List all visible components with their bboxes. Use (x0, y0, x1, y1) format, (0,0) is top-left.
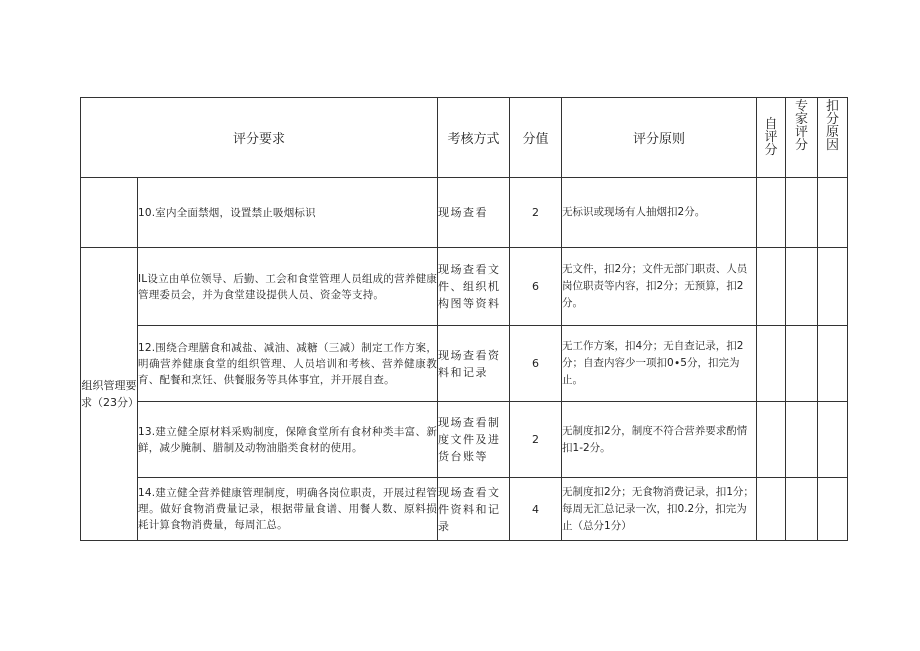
table-row (81, 478, 848, 541)
requirement-cell: IL设立由单位领导、后勤、工会和食堂管理人员组成的营养健康管理委员会，并为食堂建设提供人员、资金等支持。 (138, 248, 438, 326)
header-rule: 评分原则 (562, 98, 757, 178)
score-cell: 6 (510, 326, 562, 402)
expert-score-cell (786, 478, 818, 541)
self-score-cell (757, 248, 786, 326)
score-cell: 2 (510, 402, 562, 478)
requirement-cell: 10.室内全面禁烟，设置禁止吸烟标识 (138, 178, 438, 248)
expert-score-cell (786, 248, 818, 326)
header-row (81, 98, 848, 178)
header-deduct-reason: 扣 分 原 因 (818, 98, 848, 178)
method-cell: 现场查看文件资料和记录 (438, 478, 510, 541)
header-expert-score: 专 家 评 分 (786, 98, 818, 178)
expert-score-cell (786, 178, 818, 248)
method-cell: 现场查看资料和记录 (438, 326, 510, 402)
group-label: 组织管理要求（23分） (81, 248, 138, 541)
deduct-reason-cell (818, 326, 848, 402)
table-row (81, 248, 848, 326)
method-cell: 现场查看制度文件及进货台账等 (438, 402, 510, 478)
rule-cell: 无文件，扣2分；文件无部门职责、人员岗位职责等内容，扣2分；无预算，扣2分。 (562, 248, 757, 326)
header-self-score: 自 评 分 (757, 98, 786, 178)
self-score-cell (757, 326, 786, 402)
table-row (81, 178, 848, 248)
score-cell: 2 (510, 178, 562, 248)
scoring-table (80, 97, 848, 541)
method-cell: 现场查看 (438, 178, 510, 248)
self-score-cell (757, 478, 786, 541)
rule-cell: 无工作方案，扣4分；无自查记录，扣2分；自查内容少一项扣0∙5分，扣完为止。 (562, 326, 757, 402)
self-score-cell (757, 178, 786, 248)
rule-cell: 无标识或现场有人抽烟扣2分。 (562, 178, 757, 248)
requirement-cell: 12.围绕合理膳食和减盐、减油、减糖（三减）制定工作方案，明确营养健康食堂的组织管理、人员培训和考核、营养健康教育、配餐和烹饪、供餐服务等具体事宜，并开展自查。 (138, 326, 438, 402)
score-cell: 4 (510, 478, 562, 541)
table-row (81, 402, 848, 478)
deduct-reason-cell (818, 248, 848, 326)
header-score: 分值 (510, 98, 562, 178)
requirement-cell: 14.建立健全营养健康管理制度，明确各岗位职责，开展过程管理。做好食物消费量记录，根据带量食谱、用餐人数、原料损耗计算食物消费量，每周汇总。 (138, 478, 438, 541)
deduct-reason-cell (818, 402, 848, 478)
header-method: 考核方式 (438, 98, 510, 178)
table-row (81, 326, 848, 402)
group-cell-empty (81, 178, 138, 248)
score-cell: 6 (510, 248, 562, 326)
method-cell: 现场查看文件、组织机构图等资料 (438, 248, 510, 326)
deduct-reason-cell (818, 478, 848, 541)
header-requirement: 评分要求 (81, 98, 438, 178)
rule-cell: 无制度扣2分，制度不符合营养要求酌情扣1-2分。 (562, 402, 757, 478)
rule-cell: 无制度扣2分；无食物消费记录，扣1分；每周无汇总记录一次，扣0.2分，扣完为止（总分1分） (562, 478, 757, 541)
expert-score-cell (786, 326, 818, 402)
deduct-reason-cell (818, 178, 848, 248)
expert-score-cell (786, 402, 818, 478)
requirement-cell: 13.建立健全原材料采购制度，保障食堂所有食材种类丰富、新鲜，减少腌制、腊制及动物油脂类食材的使用。 (138, 402, 438, 478)
self-score-cell (757, 402, 786, 478)
